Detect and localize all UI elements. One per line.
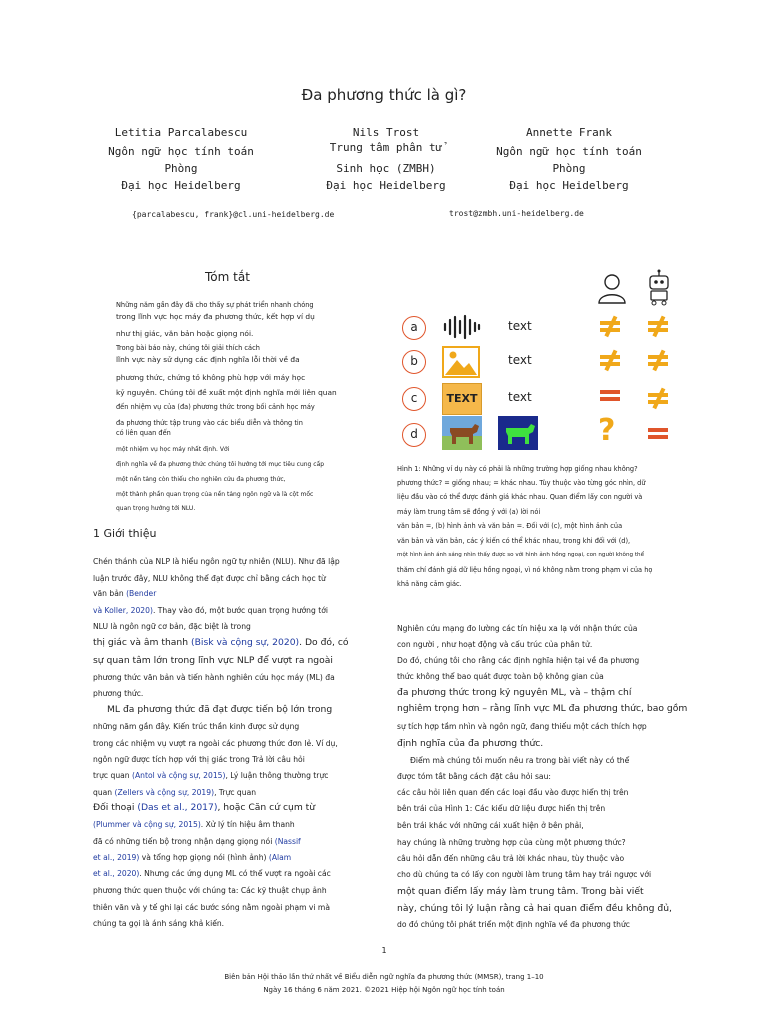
body-line: các câu hỏi liên quan đến các loại đầu vào được hiển thị trên (397, 788, 629, 797)
intro-line: thị giác và âm thanh (Bisk và cộng sự, 2020). Do đó, có (93, 637, 349, 648)
citation-link[interactable]: (Das et al., 2017) (137, 802, 218, 813)
caption-line: thăm chí đánh giá dữ liệu hồng ngoại, vì nó không nằm trong phạm vi của họ (397, 566, 653, 574)
abstract-line: định nghĩa về đa phương thức chúng tôi hướng tới mục tiêu cung cấp (116, 461, 325, 468)
intro-line: Đối thoại (Das et al., 2017), hoặc Căn cứ cụm từ (93, 802, 316, 813)
image-icon (442, 346, 480, 378)
body-line: do đó chúng tôi phát triển một định nghĩa về đa phương thức (397, 920, 630, 929)
equal-icon (646, 426, 670, 442)
intro-line: ngôn ngữ được tích hợp với thị giác trong Trả lời câu hỏi (93, 755, 305, 764)
intro-line: phương thức văn bản và tiến hành nghiên cứu học máy (ML) đa (93, 673, 335, 682)
abstract-line: Những năm gần đây đã cho thấy sự phát triển nhanh chóng (116, 301, 314, 309)
intro-line: trực quan (Antol và cộng sự, 2015), Lý luận thông thường trực (93, 771, 329, 780)
body-line: này, chúng tôi lý luận rằng cả hai quan điểm đều không đủ, (397, 903, 672, 914)
row-label-b: b (402, 350, 426, 374)
body-line: bên trái khác với những cái xuất hiện ở bên phải, (397, 821, 584, 830)
caption-line: liệu đầu vào có thể được đánh giá khác nhau. Quan điểm lấy con người và (397, 493, 643, 501)
intro-line: những năm gần đây. Kiến trúc thần kinh được sử dụng (93, 722, 300, 731)
author-affil: Trung tâm phân tử (329, 141, 443, 154)
dog-photo-icon (442, 416, 482, 450)
body-line: nghiêm trọng hơn – rằng lĩnh vực ML đa phương thức, bao gồm (397, 703, 688, 714)
citation-link[interactable]: (Bisk và cộng sự, 2020) (191, 637, 300, 648)
audio-waveform-icon (442, 314, 482, 340)
citation-link[interactable]: và Koller, 2020) (93, 606, 153, 615)
intro-line: thiên văn và y tế ghi lại các bước sóng nằm ngoài phạm vi mà (93, 903, 330, 912)
abstract-heading: Tóm tắt (205, 270, 250, 284)
abstract-line: quan trọng hướng tới NLU. (116, 505, 196, 512)
body-line: thức không thể bao quát được toàn bộ không gian của (397, 672, 604, 681)
author-block-1 (106, 124, 256, 194)
author-affil: Phòng (552, 162, 586, 175)
row-text: text (508, 390, 532, 404)
abstract-line: như thị giác, văn bản hoặc giọng nói. (116, 329, 254, 338)
author-affil: Đại học Heidelberg (509, 179, 629, 192)
author-name: Nils Trost (352, 126, 420, 139)
caption-line: một hình ảnh ánh sáng nhìn thấy được so với hình ảnh hồng ngoại, con người không thể (397, 552, 645, 558)
body-line: được tóm tắt bằng cách đặt câu hỏi sau: (397, 772, 551, 781)
abstract-line: một nền tảng còn thiếu cho nghiên cứu đa phương thức, (116, 476, 286, 483)
abstract-line: một thành phần quan trọng của nền tảng ngôn ngữ và là cột mốc (116, 491, 314, 498)
body-line: Nghiên cứu mạng đo lường các tín hiệu xa lạ với nhận thức của (397, 624, 638, 633)
author-affil: Ngôn ngữ học tính toán (108, 145, 254, 158)
intro-line: NLU là ngôn ngữ cơ bản, đặc biệt là trong (93, 622, 251, 631)
author-block-3 (490, 124, 648, 194)
row-label-d: d (402, 423, 426, 447)
body-line: Do đó, chúng tôi cho rằng các định nghĩa hiện tại về đa phương (397, 656, 640, 665)
abstract-line: kỷ nguyên. Chúng tôi đề xuất một định nghĩa mới liên quan (116, 388, 337, 397)
not-equal-icon (646, 386, 670, 410)
intro-line: phương thức. (93, 689, 144, 698)
caption-line: phương thức? = giống nhau; = khác nhau. Tùy thuộc vào từng góc nhìn, dữ (397, 479, 646, 487)
author-affil: Đại học Heidelberg (326, 179, 446, 192)
author-name: Letitia Parcalabescu (114, 126, 248, 139)
citation-link[interactable]: (Alam (268, 853, 292, 862)
intro-line: ML đa phương thức đã đạt được tiến bộ lớn trong (107, 704, 333, 715)
body-line: sự tích hợp tầm nhìn và ngôn ngữ, đang thiếu một cách thích hợp (397, 722, 647, 731)
body-line: câu hỏi dẫn đến những câu trả lời khác nhau, tùy thuộc vào (397, 854, 625, 863)
intro-line: và Koller, 2020). Thay vào đó, một bước quan trọng hướng tới (93, 606, 328, 615)
question-mark-icon: ? (598, 413, 616, 448)
body-line: bên trái của Hình 1: Các kiểu dữ liệu được hiển thị trên (397, 804, 606, 813)
footer-line: Biên bản Hội thảo lần thứ nhất về Biểu diễn ngữ nghĩa đa phương thức (MMSR), trang 1–10 (224, 973, 544, 981)
abstract-line: đa phương thức tập trung vào các biểu diễn và thông tin (116, 419, 303, 427)
body-line: hay chúng là những trường hợp của cùng một phương thức? (397, 838, 626, 847)
not-equal-icon (646, 348, 670, 372)
caption-line: máy làm trung tâm sẽ đồng ý với (a) lời nói (397, 508, 541, 516)
intro-line: văn bản (Bender (93, 589, 157, 598)
body-line: Điểm mà chúng tôi muốn nêu ra trong bài viết này có thể (410, 756, 630, 765)
body-line: con người , như hoạt động và cấu trúc của phân tử. (397, 640, 593, 649)
abstract-line: có liên quan đến (116, 429, 171, 437)
intro-line: sự quan tâm lớn trong lĩnh vực NLP để vượt ra ngoài (93, 655, 333, 666)
robot-icon (644, 268, 674, 306)
intro-line: (Plummer và cộng sự, 2015). Xử lý tín hiệu âm thanh (93, 820, 295, 829)
citation-link[interactable]: (Zellers và cộng sự, 2019) (114, 788, 215, 797)
citation-link[interactable]: et al., 2020) (93, 869, 140, 878)
infrared-dog-icon (498, 416, 538, 450)
citation-link[interactable]: (Nassif (274, 837, 301, 846)
abstract-line: Trong bài báo này, chúng tôi giải thích cách (116, 344, 260, 352)
intro-line: đã có những tiến bộ trong nhận dạng giọng nói (Nassif (93, 837, 301, 846)
row-label-c: c (402, 387, 426, 411)
author-affil: Phòng (164, 162, 198, 175)
citation-link[interactable]: (Bender (126, 589, 157, 598)
email-left: {parcalabescu, frank}@cl.uni-heidelberg.de (132, 210, 335, 219)
row-text: text (508, 319, 532, 333)
abstract-line: lĩnh vực này sử dụng các định nghĩa lỗi thời về đa (116, 355, 300, 364)
not-equal-icon (646, 314, 670, 338)
row-label-a: a (402, 316, 426, 340)
author-affil: Sinh học (ZMBH) (336, 162, 436, 175)
email-right: trost@zmbh.uni-heidelberg.de (449, 209, 584, 218)
equal-icon (598, 388, 622, 404)
citation-link[interactable]: (Plummer và cộng sự, 2015) (93, 820, 201, 829)
body-line: đa phương thức trong kỷ nguyên ML, và – thậm chí (397, 687, 632, 698)
citation-link[interactable]: (Antol và cộng sự, 2015) (132, 771, 226, 780)
not-equal-icon (598, 314, 622, 338)
author-block-2 (306, 124, 466, 194)
caption-line: văn bản và văn bản, các ý kiến có thể khác nhau, trong khi đối với (d), (397, 537, 631, 545)
caption-line: văn bản =, (b) hình ảnh và văn bản =. Đối với (c), một hình ảnh của (397, 522, 623, 530)
citation-link[interactable]: et al., 2019) (93, 853, 140, 862)
row-text: text (508, 353, 532, 367)
body-line: một quan điểm lấy máy làm trung tâm. Trong bài viết (397, 886, 644, 897)
intro-line: chúng ta gọi là ánh sáng khả kiến. (93, 919, 225, 928)
footer-line: Ngày 16 tháng 6 năm 2021. ©2021 Hiệp hội Ngôn ngữ học tính toán (263, 986, 505, 994)
abstract-line: phương thức, chứng tỏ không phù hợp với máy học (116, 373, 306, 382)
author-affil: Ngôn ngữ học tính toán (496, 145, 642, 158)
not-equal-icon (598, 348, 622, 372)
paper-title: Đa phương thức là gì? (301, 86, 467, 104)
intro-line: et al., 2019) và tổng hợp giọng nói (hình ảnh) (Alam (93, 853, 292, 862)
human-icon (596, 272, 628, 304)
section-heading: 1 Giới thiệu (93, 527, 157, 540)
intro-line: quan (Zellers và cộng sự, 2019), Trực quan (93, 788, 257, 797)
abstract-line: trong lĩnh vực học máy đa phương thức, kết hợp ví dụ (116, 312, 315, 321)
page-number: 1 (381, 946, 387, 955)
text-image-icon: TEXT (442, 383, 482, 415)
intro-line: trong các nhiệm vụ vượt ra ngoài các phương thức đơn lẻ. Ví dụ, (93, 739, 338, 748)
intro-line: phương thức quen thuộc với chúng ta: Các kỹ thuật chụp ảnh (93, 886, 327, 895)
author-name: Annette Frank (525, 126, 613, 139)
author-affil: Đại học Heidelberg (121, 179, 241, 192)
abstract-line: một nhiệm vụ học máy nhất định. Với (116, 446, 230, 453)
intro-line: et al., 2020). Nhưng các ứng dụng ML có thể vượt ra ngoài các (93, 869, 331, 878)
body-line: định nghĩa của đa phương thức. (397, 738, 544, 749)
caption-line: khả năng cảm giác. (397, 580, 462, 588)
intro-line: luận trước đây, NLU không thể đạt được chỉ bằng cách học từ (93, 574, 326, 583)
abstract-line: đến nhiệm vụ của (đa) phương thức trong bối cảnh học máy (116, 403, 315, 411)
body-line: cho dù chúng ta có lấy con người làm trung tâm hay trái ngược với (397, 870, 652, 879)
figure-1 (398, 268, 698, 458)
intro-line: Chén thánh của NLP là hiểu ngôn ngữ tự nhiên (NLU). Như đã lập (93, 557, 340, 566)
caption-line: Hình 1: Những ví dụ này có phải là những trường hợp giống nhau không? (397, 465, 638, 473)
